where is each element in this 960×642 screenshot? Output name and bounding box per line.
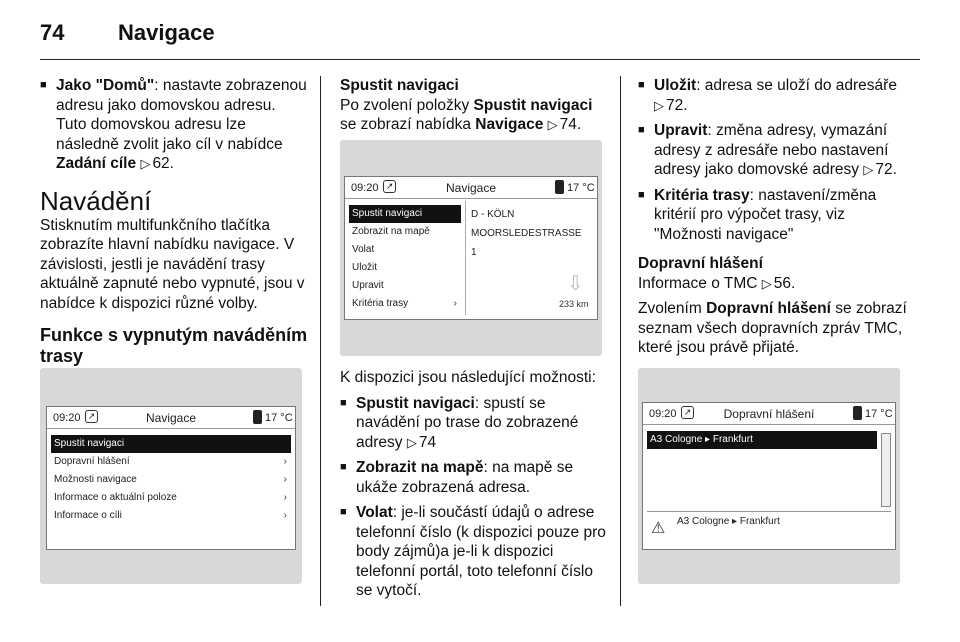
arrow-down-icon: ⇩: [567, 273, 584, 295]
screen-title: Navigace: [445, 181, 497, 195]
menu-item[interactable]: Uložit: [352, 262, 378, 273]
menu-item[interactable]: Upravit: [352, 280, 384, 291]
ref-arrow-icon: ▷: [863, 162, 874, 177]
chevron-right-icon: ›: [283, 510, 287, 521]
middle-column: [340, 76, 606, 141]
page-ref[interactable]: 62.: [152, 155, 174, 172]
navigation-icon: ↗: [383, 180, 396, 193]
clock: 09:20: [649, 408, 677, 420]
page-ref[interactable]: 74.: [559, 116, 582, 133]
bullet-term: Zadání cíle: [56, 155, 137, 172]
navigation-icon: ↗: [681, 406, 694, 419]
bullet-ulozit: ■ Uložit: adresa se uloží do adresáře ▷ 72.: [638, 76, 910, 115]
clock: 09:20: [351, 182, 379, 194]
bullet-term: Jako "Domů": [56, 77, 155, 94]
column-divider: [620, 76, 621, 606]
traffic-message-item[interactable]: A3 Cologne ▸ Frankfurt: [647, 431, 877, 449]
page-title: Navigace: [118, 20, 215, 45]
ref-arrow-icon: ▷: [761, 275, 772, 291]
ref-arrow-icon: ▷: [654, 97, 664, 113]
distance: 233 km: [559, 299, 589, 309]
address-number: 1: [471, 247, 477, 258]
menu-item[interactable]: Spustit navigaci: [349, 205, 461, 223]
menu-item[interactable]: Spustit navigaci: [51, 435, 291, 453]
menu-list: [349, 205, 461, 313]
page-ref[interactable]: 56.: [773, 274, 796, 292]
temperature: 17 °C: [265, 412, 293, 424]
address-info: [471, 205, 582, 262]
left-column: [40, 76, 308, 367]
menu-item[interactable]: Zobrazit na mapě: [352, 226, 430, 237]
navigation-icon: ↗: [85, 410, 98, 423]
heading-funkce: Funkce s vypnutým naváděním trasy: [40, 325, 308, 366]
paragraph-navadeni: Stisknutím multifunkčního tlačítka zobrazíte hlavní nabídku navigace. V závislosti, jestli je navádění trasy aktuálně zapnuté nebo vypnuté, jsou v nabídce k dispozici různé volby.: [40, 216, 305, 312]
ref-arrow-icon: ▷: [140, 156, 151, 171]
address-city: D - KÖLN: [471, 209, 515, 220]
page-ref[interactable]: 72.: [666, 96, 688, 114]
menu-item[interactable]: Informace o aktuální poloze ›: [51, 489, 291, 507]
bullet-text: : nastavte zobrazenou adresu jako domovskou adresu. Tuto domovskou adresu lze následně zvolit jako cíl v nabídce: [56, 77, 307, 153]
chevron-right-icon: ›: [453, 298, 457, 309]
bullet-upravit: ■ Upravit: změna adresy, vymazání adresy z adresáře nebo nastavení adresy jako domovské adresy ▷ 72.: [638, 121, 910, 180]
menu-item[interactable]: Možnosti navigace ›: [51, 471, 291, 489]
right-column: [638, 76, 910, 364]
menu-item[interactable]: Dopravní hlášení ›: [51, 453, 291, 471]
screenshot-navigation-menu: [40, 368, 302, 584]
display-screen: [642, 402, 896, 550]
bullet-zobrazit: ■ Zobrazit na mapě: na mapě se ukáže zobrazená adresa.: [340, 458, 606, 497]
screenshot-route-menu: [340, 140, 602, 356]
ref-arrow-icon: ▷: [547, 117, 558, 132]
phone-icon: [853, 406, 862, 420]
paragraph-spustit: Po zvolení položky Spustit navigaci se zobrazí nabídka Navigace ▷ 74.: [340, 96, 593, 133]
page-header: [40, 14, 920, 60]
address-street: MOORSLEDESTRASSE: [471, 228, 582, 239]
bullet-kriteria: ■ Kritéria trasy: nastavení/změna kritérií pro výpočet trasy, viz "Možnosti navigace": [638, 186, 910, 245]
paragraph-tmc: Informace o TMC ▷ 56.: [638, 274, 796, 292]
menu-item[interactable]: Kritéria trasy ›: [349, 295, 461, 313]
chevron-right-icon: ›: [283, 492, 287, 503]
warning-icon: ⚠: [651, 520, 666, 537]
status-bar: [345, 177, 597, 199]
status-bar: [643, 403, 895, 425]
heading-spustit: Spustit navigaci: [340, 77, 459, 94]
heading-dopravni: Dopravní hlášení: [638, 255, 763, 272]
screen-title: Navigace: [145, 411, 197, 425]
screen-title: Dopravní hlášení: [723, 407, 815, 421]
display-screen: [46, 406, 296, 550]
traffic-list: [647, 431, 877, 449]
screenshot-traffic-messages: [638, 368, 900, 584]
menu-list: [51, 435, 291, 525]
temperature: 17 °C: [865, 408, 893, 420]
bullet-spustit: ■ Spustit navigaci: spustí se navádění po trase do zobrazené adresy ▷ 74: [340, 394, 606, 453]
heading-navadeni: Navádění: [40, 185, 152, 216]
page-ref[interactable]: 74: [418, 433, 437, 451]
page-number: 74: [40, 20, 65, 45]
clock: 09:20: [53, 412, 81, 424]
column-divider: [320, 76, 321, 606]
status-bar: [47, 407, 295, 429]
ref-arrow-icon: ▷: [406, 434, 417, 450]
chevron-right-icon: ›: [283, 456, 287, 467]
temperature: 17 °C: [567, 182, 595, 194]
paragraph-traffic: Zvolením Dopravní hlášení se zobrazí seznam všech dopravních zpráv TMC, které jsou právě přijaté.: [638, 300, 907, 356]
chevron-right-icon: ›: [283, 474, 287, 485]
scrollbar[interactable]: [881, 433, 891, 507]
bullet-volat: ■ Volat: je-li součástí údajů o adrese telefonní číslo (k dispozici pouze pro body zájmů)a je-li k dispozici telefonní portál, toto telefonní číslo se vytočí.: [340, 503, 606, 601]
traffic-detail-text: A3 Cologne ▸ Frankfurt: [677, 516, 780, 527]
screen-separator: [465, 201, 466, 315]
paragraph-options: K dispozici jsou následující možnosti:: [340, 369, 596, 386]
menu-item[interactable]: Volat: [352, 244, 375, 255]
traffic-detail: [647, 511, 891, 545]
display-screen: [344, 176, 598, 320]
menu-item[interactable]: Informace o cíli ›: [51, 507, 291, 525]
page-ref[interactable]: 72.: [875, 161, 897, 178]
middle-column-lower: [340, 368, 606, 607]
bullet-home: [40, 76, 308, 174]
phone-icon: [555, 180, 564, 194]
phone-icon: [253, 410, 262, 424]
